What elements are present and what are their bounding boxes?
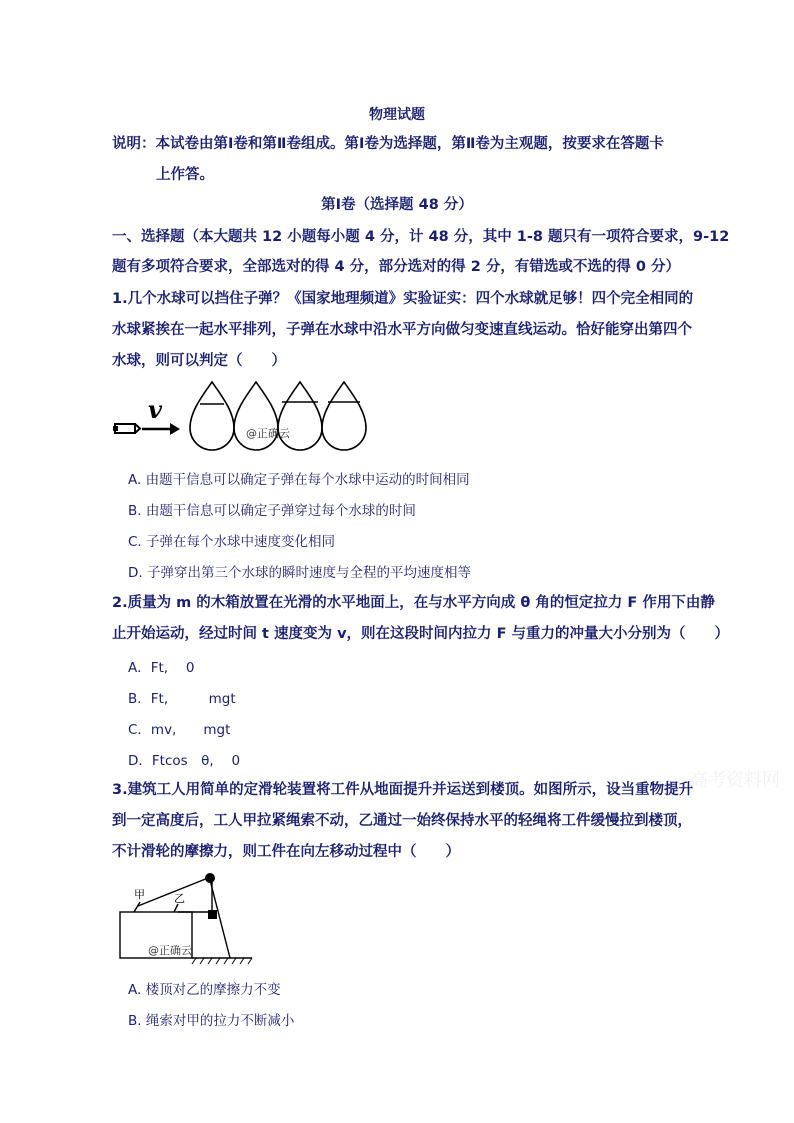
label-jia: 甲 bbox=[134, 888, 145, 901]
water-ball-4 bbox=[322, 382, 366, 450]
instructions-text: 本试卷由第Ⅰ卷和第Ⅱ卷组成。第Ⅰ卷为选择题，第Ⅱ卷为主观题，按要求在答题卡 bbox=[155, 136, 664, 152]
instructions-line-1 bbox=[112, 135, 664, 153]
question-1-option-a: A. 由题干信息可以确定子弹在每个水球中运动的时间相同 bbox=[128, 472, 470, 488]
question-2-line-1: 2.质量为 m 的木箱放置在光滑的水平地面上，在与水平方向成 θ 角的恒定拉力 F 作用下由静 bbox=[112, 595, 715, 611]
water-balls-figure bbox=[110, 378, 410, 458]
question-2-option-a: A．Ft, 0 bbox=[128, 660, 195, 676]
question-3-option-a: A. 楼顶对乙的摩擦力不变 bbox=[128, 982, 281, 998]
pulley-wheel bbox=[205, 873, 215, 883]
question-2-line-2: 止开始运动，经过时间 t 速度变为 v，则在这段时间内拉力 F 与重力的冲量大小分别为（ ） bbox=[112, 626, 730, 642]
rope-to-jia bbox=[138, 878, 208, 906]
background-watermark: 高考资料网 bbox=[690, 770, 780, 791]
label-yi: 乙 bbox=[174, 892, 185, 905]
page-title: 物理试题 bbox=[369, 107, 425, 123]
bullet-icon bbox=[113, 424, 140, 433]
workpiece bbox=[208, 910, 217, 919]
velocity-arrow bbox=[142, 423, 180, 435]
figure-watermark: @正确云 bbox=[148, 944, 192, 957]
question-1-option-d: D. 子弹穿出第三个水球的瞬时速度与全程的平均速度相等 bbox=[128, 565, 471, 581]
instructions-label: 说明： bbox=[112, 136, 156, 152]
question-2-option-c: C．mv, mgt bbox=[128, 722, 231, 738]
question-3-line-2: 到一定高度后，工人甲拉紧绳索不动，乙通过一始终保持水平的轻绳将工件缓慢拉到楼顶， bbox=[112, 813, 692, 829]
ground-hatch bbox=[192, 958, 252, 964]
question-1-line-3: 水球，则可以判定（ ） bbox=[112, 353, 286, 369]
question-3-line-1: 3.建筑工人用简单的定滑轮装置将工件从地面提升并运送到楼顶。如图所示，设当重物提升 bbox=[112, 782, 694, 798]
water-ball-1 bbox=[190, 382, 234, 450]
section-header-line-2: 题有多项符合要求，全部选对的得 4 分，部分选对的得 2 分，有错选或不选的得 0 分） bbox=[112, 259, 681, 275]
pulley-figure bbox=[112, 868, 272, 966]
instructions-line-2: 上作答。 bbox=[156, 167, 214, 183]
question-1-option-b: B. 由题干信息可以确定子弹穿过每个水球的时间 bbox=[128, 503, 416, 519]
question-2-option-d: D．Ftcos θ, 0 bbox=[128, 753, 241, 769]
question-2-option-b: B．Ft, mgt bbox=[128, 691, 236, 707]
question-3-option-b: B. 绳索对甲的拉力不断减小 bbox=[128, 1013, 295, 1029]
question-1-line-2: 水球紧挨在一起水平排列，子弹在水球中沿水平方向做匀变速直线运动。恰好能穿出第四个 bbox=[112, 322, 692, 338]
velocity-label: v bbox=[148, 395, 162, 424]
question-3-line-3: 不计滑轮的摩擦力，则工件在向左移动过程中（ ） bbox=[112, 844, 460, 860]
worker-yi bbox=[174, 904, 178, 912]
section-header-line-1: 一、选择题（本大题共 12 小题每小题 4 分，计 48 分，其中 1-8 题只有一项符合要求，9-12 bbox=[112, 229, 730, 245]
question-1-line-1: 1.几个水球可以挡住子弹？《国家地理频道》实验证实：四个水球就足够！四个完全相同的 bbox=[112, 291, 694, 307]
part-one-title: 第Ⅰ卷（选择题 48 分） bbox=[321, 197, 473, 213]
figure-watermark: @正确云 bbox=[246, 427, 290, 440]
worker-jia bbox=[134, 902, 140, 912]
question-1-option-c: C. 子弹在每个水球中速度变化相同 bbox=[128, 534, 336, 550]
